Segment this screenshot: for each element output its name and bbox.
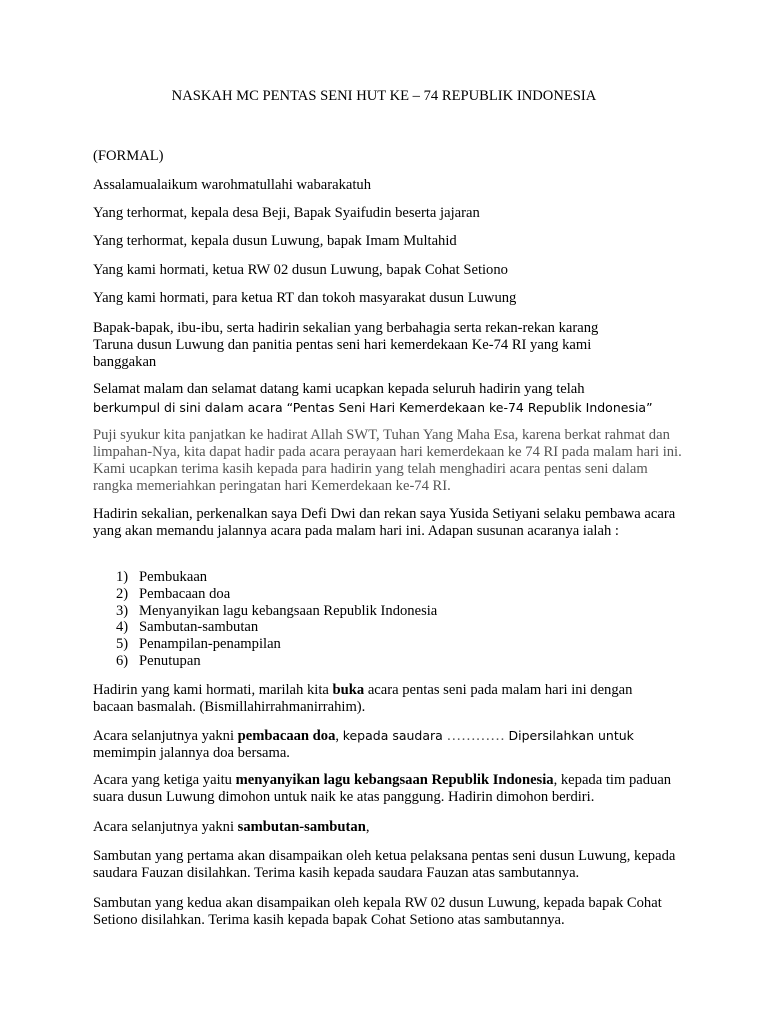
- document-title: NASKAH MC PENTAS SENI HUT KE – 74 REPUBLIK INDONESIA: [171, 88, 597, 104]
- agenda-list: [116, 569, 437, 670]
- second-speech-paragraph: Sambutan yang kedua akan disampaikan oleh kepala RW 02 dusun Luwung, kepada bapak Cohat Setiono disilahkan. Terima kasih kepada bapak Cohat Setiono atas sambutannya.: [93, 895, 662, 928]
- salutation-paragraph: Yang kami hormati, para ketua RT dan tokoh masyarakat dusun Luwung: [93, 290, 517, 306]
- gratitude-paragraph: Puji syukur kita panjatkan ke hadirat Allah SWT, Tuhan Yang Maha Esa, karena berkat rahmat dan limpahan-Nya, kita dapat hadir pada acara perayaan hari kemerdekaan ke 74 RI pada malam hari ini. Kami ucapkan terima kasih kepada para hadirin yang telah menghadiri acara pentas seni dalam rangka memeriahkan peringatan hari Kemerdekaan ke-74 RI.: [93, 427, 682, 494]
- welcome-paragraph: [93, 381, 693, 416]
- agenda-item: 2) Pembacaan doa: [116, 585, 231, 602]
- salutation-paragraph: Yang terhormat, kepala dusun Luwung, bapak Imam Multahid: [93, 233, 457, 249]
- audience-paragraph: Bapak-bapak, ibu-ibu, serta hadirin sekalian yang berbahagia serta rekan-rekan karang Taruna dusun Luwung dan panitia pentas seni hari kemerdekaan Ke-74 RI yang kami banggakan: [93, 320, 599, 370]
- salutation-paragraph: Yang terhormat, kepala desa Beji, Bapak Syaifudin beserta jajaran: [93, 205, 480, 221]
- speeches-paragraph: Acara selanjutnya yakni sambutan-sambutan,: [93, 819, 370, 835]
- welcome-line-2: berkumpul di sini dalam acara “Pentas Seni Hari Kemerdekaan ke-74 Republik Indonesia”: [93, 400, 653, 415]
- salutation-paragraph: Yang kami hormati, ketua RW 02 dusun Luwung, bapak Cohat Setiono: [93, 262, 508, 278]
- agenda-item: 6) Penutupan: [116, 652, 201, 669]
- first-speech-paragraph: Sambutan yang pertama akan disampaikan oleh ketua pelaksana pentas seni dusun Luwung, kepada saudara Fauzan disilahkan. Terima kasih kepada saudara Fauzan atas sambutannya.: [93, 848, 676, 881]
- agenda-item: 1) Pembukaan: [116, 569, 208, 585]
- agenda-item: 4) Sambutan-sambutan: [116, 619, 259, 636]
- formal-label: (FORMAL): [93, 148, 164, 164]
- anthem-paragraph: Acara yang ketiga yaitu menyanyikan lagu kebangsaan Republik Indonesia, kepada tim paduan suara dusun Luwung dimohon untuk naik ke atas panggung. Hadirin dimohon berdiri.: [93, 772, 672, 805]
- prayer-paragraph: Acara selanjutnya yakni pembacaan doa, kepada saudara ………… Dipersilahkan untuk memimpin jalannya doa bersama.: [93, 728, 634, 761]
- agenda-item: 5) Penampilan-penampilan: [116, 636, 281, 653]
- introduction-paragraph: Hadirin sekalian, perkenalkan saya Defi Dwi dan rekan saya Yusida Setiyani selaku pembawa acara yang akan memandu jalannya acara pada malam hari ini. Adapan susunan acaranya ialah :: [93, 506, 676, 539]
- opening-paragraph: Hadirin yang kami hormati, marilah kita buka acara pentas seni pada malam hari ini dengan bacaan basmalah. (Bismillahirrahmanirrahim).: [93, 682, 633, 715]
- greeting: Assalamualaikum warohmatullahi wabarakatuh: [93, 177, 372, 193]
- welcome-line-1: Selamat malam dan selamat datang kami ucapkan kepada seluruh hadirin yang telah: [93, 381, 585, 397]
- agenda-item: 3) Menyanyikan lagu kebangsaan Republik Indonesia: [116, 602, 438, 619]
